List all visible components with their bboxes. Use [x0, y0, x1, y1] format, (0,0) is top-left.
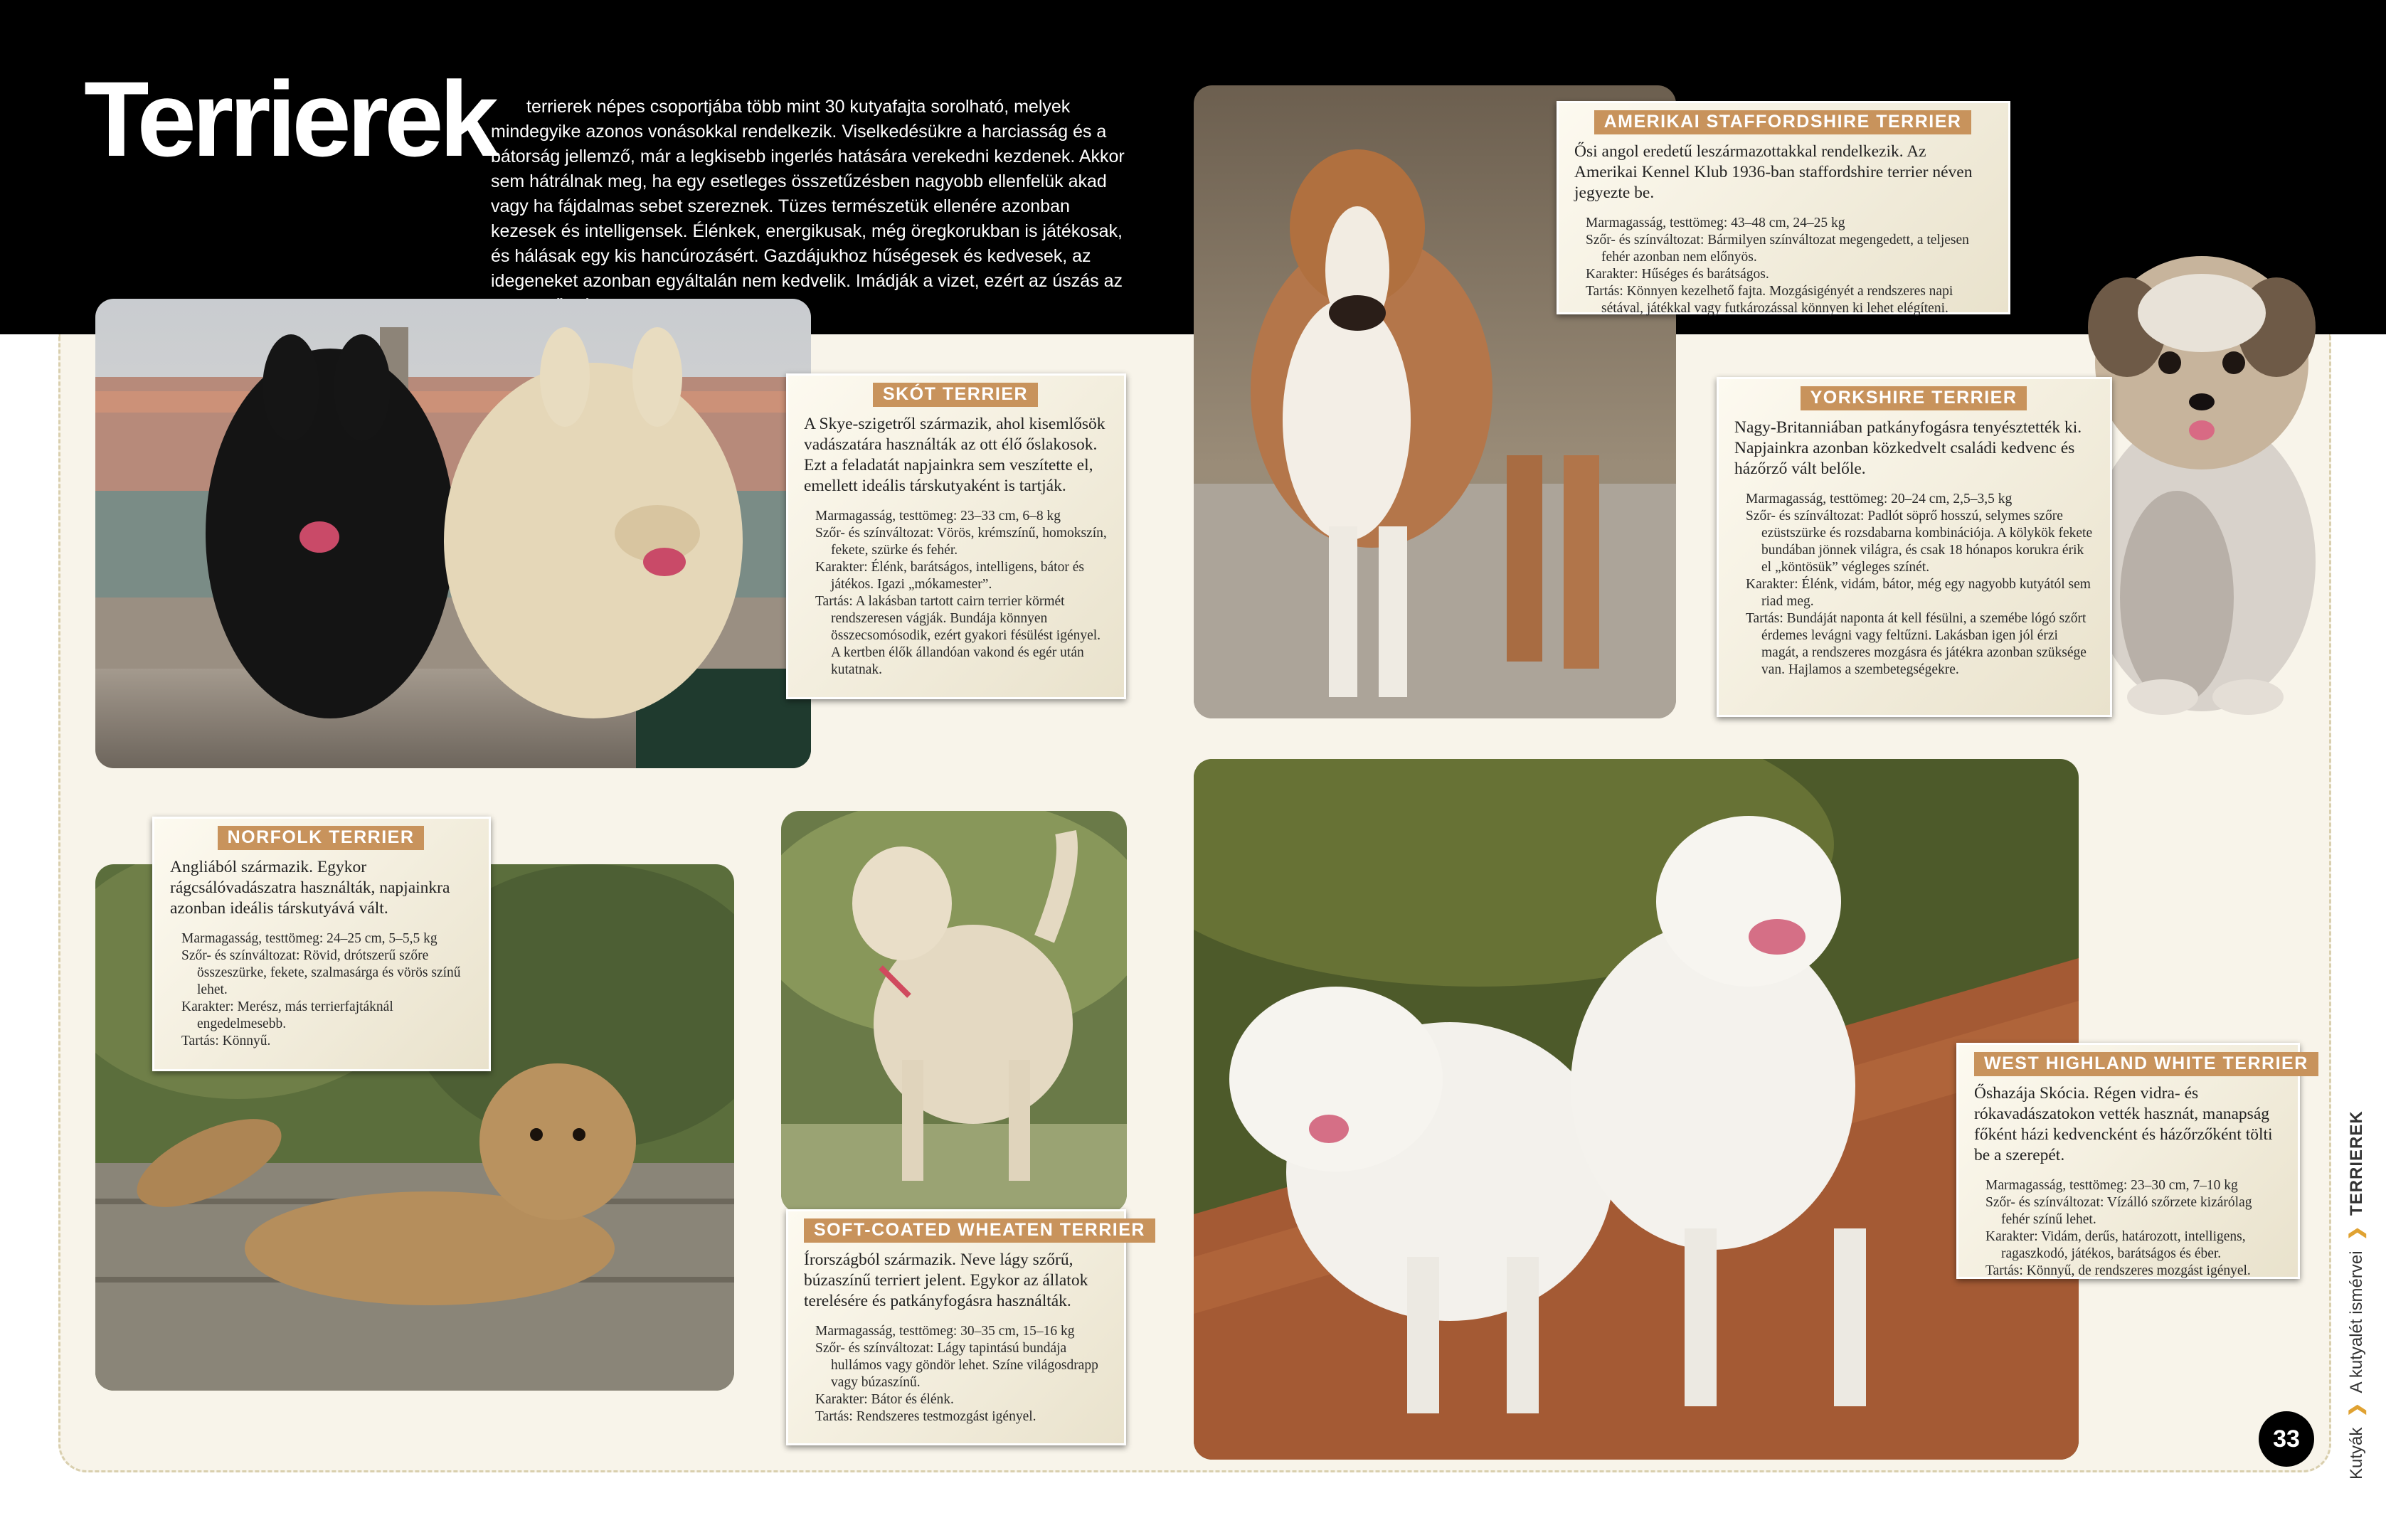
photo-westie	[1194, 759, 2079, 1460]
page-number: 33	[2259, 1411, 2314, 1467]
info-box-westie	[1956, 1043, 2308, 1279]
breed-facts	[815, 1323, 1107, 1425]
info-box-norfolk-terrier	[152, 817, 491, 1071]
fact-care: Tartás: Rendszeres testmozgást igényel.	[815, 1409, 1036, 1424]
breed-name: WEST HIGHLAND WHITE TERRIER	[1974, 1052, 2318, 1076]
breed-facts	[815, 508, 1107, 679]
fact-coat: Szőr- és színváltozat: Rövid, drótszerű szőre összeszürke, fekete, szalmasárga és vörös színű lehet.	[181, 948, 461, 997]
fact-coat: Szőr- és színváltozat: Vízálló szőrzete kizárólag fehér színű lehet.	[1985, 1195, 2252, 1227]
fact-coat: Szőr- és színváltozat: Vörös, krémszínű, homokszín, fekete, szürke és fehér.	[815, 526, 1107, 558]
breed-description: Írországból származik. Neve lágy szőrű, búzaszínű terriert jelent. Egykor az állatok terelésére és patkányfogásra használták.	[804, 1250, 1088, 1310]
fact-character: Karakter: Bátor és élénk.	[815, 1392, 954, 1407]
breed-name: AMERIKAI STAFFORDSHIRE TERRIER	[1594, 110, 1972, 134]
fact-character: Karakter: Vidám, derűs, határozott, intelligens, ragaszkodó, játékos, barátságos és éber.	[1985, 1229, 2246, 1261]
breed-name: SOFT-COATED WHEATEN TERRIER	[804, 1218, 1155, 1243]
fact-character: Karakter: Hűséges és barátságos.	[1586, 267, 1769, 282]
fact-care: Tartás: A lakásban tartott cairn terrier körmét rendszeresen vágják. Bundája könnyen összecsomósodik, ezért gyakori fésülést igényel. A kertben élők állandóan vakond és egér után kutatnak.	[815, 594, 1101, 677]
page-title: Terrierek	[84, 59, 494, 179]
breed-facts	[181, 930, 472, 1050]
running-footer	[2346, 1110, 2367, 1480]
fact-size: Marmagasság, testtömeg: 20–24 cm, 2,5–3,5 kg	[1746, 492, 2013, 506]
breed-description: Őshazája Skócia. Régen vidra- és rókavadászatokon vették hasznát, manapság főként házi kedvencként és házőrzőként tölti be a szerepét.	[1974, 1084, 2273, 1164]
info-box-yorkshire-terrier	[1717, 377, 2112, 717]
breed-description: Ősi angol eredetű leszármazottakkal rendelkezik. Az Amerikai Kennel Klub 1936-ban staffordshire terrier néven jegyezte be.	[1574, 142, 1973, 202]
fact-coat: Szőr- és színváltozat: Padlót söprő hosszú, selymes szőre ezüstszürke és rozsdabarna kombinációja. A kölykök fekete bundában jönnek világra, és csak 18 hónapos korukra érik el „köntösük” végleges színét.	[1746, 509, 2093, 575]
fact-size: Marmagasság, testtömeg: 30–35 cm, 15–16 kg	[815, 1324, 1075, 1339]
fact-size: Marmagasság, testtömeg: 24–25 cm, 5–5,5 kg	[181, 931, 438, 946]
intro-text: terrierek népes csoportjába több mint 30 kutyafajta sorolható, melyek mindegyike azonos vonásokkal rendelkezik. Viselkedésükre a harciasság és a bátorság jellemző, már a legkisebb ingerlés hatására verekedni kezdenek. Akkor sem hátrálnak meg, ha egy esetleges összetűzésben nagyobb ellenfelük akad vagy ha fájdalmas sebet szereznek. Tüzes természetük ellenére azonban kezesek és intelligensek. Élénkek, energikusak, még öregkorukban is játékosak, és hálásak egy kis hancúrozásért. Gazdájukhoz hűségesek és kedvesek, az idegeneket azonban egyáltalán nem kedvelik. Imádják a vizet, ezért az úszás az	[491, 97, 1125, 291]
photo-scottish-terriers	[95, 299, 811, 768]
breed-description: Angliából származik. Egykor rágcsálóvadászatra használták, napjainkra azonban ideális társkutyává vált.	[170, 858, 450, 918]
info-box-amstaff	[1557, 101, 2010, 314]
fact-coat: Szőr- és színváltozat: Lágy tapintású bundája hullámos vagy göndör lehet. Színe világosdrapp vagy búzaszínű.	[815, 1341, 1098, 1390]
chevron-right-icon: ❯	[2347, 1402, 2366, 1417]
breed-name: NORFOLK TERRIER	[218, 826, 425, 850]
breed-name: SKÓT TERRIER	[873, 383, 1038, 407]
fact-character: Karakter: Élénk, vidám, bátor, még egy nagyobb kutyától sem riad meg.	[1746, 577, 2091, 609]
breed-description: Nagy-Britanniában patkányfogásra tenyésztették ki. Napjainkra azonban közkedvelt családi kedvenc és házőrző vált belőle.	[1734, 418, 2082, 478]
fact-coat: Szőr- és színváltozat: Bármilyen színváltozat megengedett, a teljesen fehér azonban nem előnyös.	[1586, 233, 1969, 265]
breed-facts	[1985, 1177, 2281, 1280]
fact-character: Karakter: Élénk, barátságos, intelligens, bátor és játékos. Igazi „mókamester”.	[815, 560, 1084, 592]
breed-description: A Skye-szigetről származik, ahol kisemlősök vadászatára használták az ott élő őslakosok. Ezt a feladatát napjainkra sem veszítette el, emellett ideális társkutyaként is tartják.	[804, 415, 1105, 495]
fact-size: Marmagasság, testtömeg: 43–48 cm, 24–25 kg	[1586, 216, 1845, 230]
breed-facts	[1746, 491, 2093, 679]
photo-wheaten-terrier	[781, 811, 1127, 1213]
footer-book: Kutyák	[2347, 1427, 2366, 1480]
breed-facts	[1586, 215, 1991, 317]
footer-section: A kutyalét ismérvei	[2347, 1250, 2366, 1393]
info-box-skot-terrier	[786, 373, 1126, 699]
fact-size: Marmagasság, testtömeg: 23–33 cm, 6–8 kg	[815, 509, 1061, 524]
fact-care: Tartás: Könnyű.	[181, 1034, 271, 1048]
footer-chapter: TERRIEREK	[2347, 1110, 2366, 1216]
fact-care: Tartás: Könnyű, de rendszeres mozgást igényel.	[1985, 1263, 2251, 1278]
fact-care: Tartás: Könnyen kezelhető fajta. Mozgásigényét a rendszeres napi sétával, játékkal vagy futkározással könnyen ki lehet elégíteni.	[1586, 284, 1953, 316]
fact-character: Karakter: Merész, más terrierfajtáknál engedelmesebb.	[181, 999, 393, 1031]
breed-name: YORKSHIRE TERRIER	[1801, 386, 2027, 410]
fact-care: Tartás: Bundáját naponta át kell fésülni, a szemébe lógó szőrt érdemes levágni vagy feltűzni. Lakásban igen jól érzi magát, a rendszeres mozgásra és játékra azonban szüksége van. Hajlamos a szembetegségekre.	[1746, 611, 2087, 677]
fact-size: Marmagasság, testtömeg: 23–30 cm, 7–10 kg	[1985, 1178, 2238, 1193]
info-box-wheaten-terrier	[786, 1209, 1145, 1445]
chevron-right-icon: ❯	[2347, 1226, 2366, 1241]
